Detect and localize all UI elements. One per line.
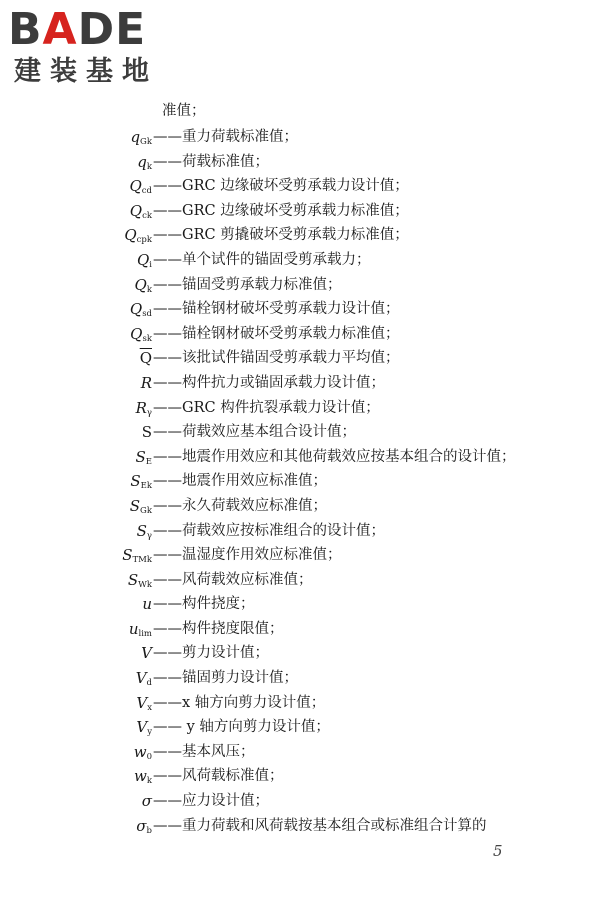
- symbol-description: ——锚固剪力设计值；: [153, 670, 298, 687]
- symbol-entry: [0, 323, 600, 348]
- symbol: [136, 815, 152, 842]
- symbol-entry: [0, 569, 600, 594]
- symbol-description: ——锚栓钢材破坏受剪承载力标准值；: [153, 325, 400, 342]
- symbol: [142, 790, 152, 812]
- symbol-entry: [0, 765, 600, 790]
- symbol: [129, 618, 152, 645]
- symbol-base: V: [135, 669, 147, 688]
- symbol: [142, 421, 152, 443]
- symbol-subscript: k: [146, 284, 152, 295]
- symbol-description: ——锚栓钢材破坏受剪承载力设计值；: [153, 301, 400, 318]
- symbol-base: Q: [129, 201, 143, 220]
- symbol: [130, 470, 152, 497]
- symbol-base: u: [142, 595, 152, 614]
- symbol-base: σ: [141, 792, 152, 811]
- symbol: [142, 593, 152, 615]
- symbol: [130, 200, 152, 227]
- symbol-description: ——荷载标准值；: [153, 153, 269, 170]
- symbol-description: ——GRC 边缘破坏受剪承载力标准值；: [153, 202, 409, 219]
- symbol-entry: [0, 618, 600, 643]
- symbol-entry: [0, 249, 600, 274]
- symbol-base: S: [136, 521, 147, 540]
- symbol-base: u: [128, 619, 139, 638]
- symbol: [137, 151, 152, 178]
- symbol-description: ——地震作用效应和其他荷载效应按基本组合的设计值；: [153, 448, 516, 465]
- symbol-description: ——重力荷载和风荷载按基本组合或标准组合计算的: [153, 817, 487, 834]
- symbol-base: V: [136, 718, 148, 737]
- symbol-subscript: i: [149, 259, 152, 270]
- symbol-base: S: [129, 496, 141, 515]
- symbol-description: ——应力设计值；: [153, 793, 269, 810]
- symbol-entry: [0, 692, 600, 717]
- symbol-entry: [0, 815, 600, 840]
- symbol-description: ——GRC 剪撬破坏受剪承载力标准值；: [153, 227, 409, 244]
- symbol-description: ——荷载效应基本组合设计值；: [153, 424, 356, 441]
- symbol-base: σ: [136, 816, 147, 835]
- logo-subtitle: 建装基地: [14, 56, 158, 87]
- symbol: [122, 544, 152, 571]
- symbol: [130, 495, 152, 522]
- symbol-subscript: γ: [146, 407, 152, 418]
- symbol-entry: [0, 175, 600, 200]
- symbol-description: ——该批试件锚固受剪承载力平均值；: [153, 350, 400, 367]
- symbol-entry: [0, 446, 600, 471]
- continued-text: 准值；: [162, 103, 206, 119]
- symbol: [136, 397, 152, 424]
- symbol: [134, 741, 152, 768]
- symbol: [137, 520, 152, 547]
- symbol: [134, 765, 152, 792]
- symbol-subscript: cd: [141, 186, 152, 197]
- symbol-list: [0, 126, 600, 839]
- symbol-entry: [0, 593, 600, 618]
- symbol: [141, 372, 152, 394]
- symbol-base: S: [130, 472, 141, 491]
- symbol-subscript: 0: [146, 751, 152, 762]
- symbol-entry: [0, 716, 600, 741]
- symbol-entry: [0, 667, 600, 692]
- symbol-subscript: k: [146, 161, 152, 172]
- symbol-base: S: [141, 423, 152, 442]
- symbol-subscript: y: [147, 727, 152, 738]
- symbol-base: S: [122, 546, 133, 565]
- symbol-subscript: γ: [146, 530, 152, 541]
- symbol-base: R: [135, 398, 147, 417]
- symbol-description: ——GRC 构件抗裂承载力设计值；: [153, 399, 380, 416]
- symbol-description: ——重力荷载标准值；: [153, 129, 298, 145]
- symbol-subscript: k: [146, 776, 152, 787]
- logo-wordmark: [8, 6, 158, 54]
- symbol-description: ——锚固受剪承载力标准值；: [153, 276, 342, 293]
- symbol: [136, 667, 152, 694]
- symbol-description: ——基本风压；: [153, 743, 255, 760]
- symbol-description: ——GRC 边缘破坏受剪承载力设计值；: [153, 178, 409, 195]
- symbol: [137, 249, 152, 276]
- symbol-subscript: x: [147, 702, 152, 713]
- symbol-description: ——构件挠度限值；: [153, 620, 284, 637]
- symbol-description: —— y 轴方向剪力设计值；: [153, 719, 330, 736]
- symbol-base: R: [140, 373, 152, 392]
- symbol-entry: [0, 544, 600, 569]
- symbol: [130, 298, 152, 325]
- symbol-subscript: TMk: [132, 555, 152, 566]
- symbol-subscript: Gk: [140, 505, 152, 516]
- symbol-entry: [0, 200, 600, 225]
- symbol-base: V: [136, 693, 148, 712]
- symbol-description: ——剪力设计值；: [153, 645, 269, 662]
- symbol-description: ——单个试件的锚固受剪承载力；: [153, 251, 371, 268]
- symbol-base: w: [133, 742, 147, 761]
- symbol: [130, 126, 152, 153]
- symbol: [128, 569, 152, 596]
- symbol: [141, 642, 152, 664]
- symbol-base: Q: [136, 250, 150, 269]
- symbol-base: Q: [130, 324, 143, 343]
- symbol-base: S: [127, 570, 139, 589]
- symbol-entry: [0, 520, 600, 545]
- symbol-base: $\overline{Q}$: [139, 349, 152, 368]
- logo-letters-1: B: [8, 4, 43, 55]
- symbol-entry: [0, 298, 600, 323]
- symbol-entry: [0, 151, 600, 176]
- symbol-base: V: [141, 644, 152, 663]
- symbol-entry: [0, 224, 600, 249]
- symbol-description: ——荷载效应按标准组合的设计值；: [153, 522, 385, 539]
- symbol-base: Q: [124, 226, 137, 245]
- symbol-entry: [0, 421, 600, 446]
- symbol-base: q: [137, 152, 147, 171]
- symbol-description: ——温湿度作用效应标准值；: [153, 547, 342, 564]
- symbol-subscript: sd: [142, 309, 152, 320]
- symbol-entry: [0, 790, 600, 815]
- symbol: [129, 175, 152, 202]
- symbol-description: ——x 轴方向剪力设计值；: [153, 694, 326, 711]
- symbol: [136, 692, 152, 719]
- symbol-base: w: [134, 767, 147, 786]
- symbol-entry: [0, 741, 600, 766]
- logo-letters-2: DE: [77, 4, 147, 55]
- symbol-entry: [0, 347, 600, 372]
- symbol-subscript: ck: [142, 210, 152, 221]
- symbol-entry: [0, 470, 600, 495]
- symbol: [136, 446, 153, 473]
- symbol-base: Q: [134, 275, 147, 294]
- symbol: [124, 224, 152, 251]
- symbol-base: S: [135, 447, 146, 466]
- symbol-base: Q: [129, 177, 142, 196]
- symbol-description: ——地震作用效应标准值；: [153, 473, 327, 490]
- logo: [8, 6, 158, 90]
- symbol-subscript: b: [146, 825, 152, 836]
- symbol-entry: [0, 495, 600, 520]
- symbol-subscript: Gk: [140, 137, 152, 147]
- symbol-subscript: d: [146, 678, 152, 689]
- symbol-subscript: Wk: [138, 579, 152, 590]
- symbol-base: q: [130, 128, 141, 146]
- symbol-entry: [0, 397, 600, 422]
- symbol-description: ——构件挠度；: [153, 596, 255, 613]
- symbol-entry: [0, 126, 600, 151]
- symbol: [136, 716, 152, 743]
- symbol-subscript: lim: [138, 628, 152, 639]
- symbol-description: ——风荷载标准值；: [153, 768, 284, 785]
- symbol: [140, 347, 152, 369]
- page-number: 5: [493, 842, 503, 860]
- symbol-description: ——风荷载效应标准值；: [153, 571, 313, 588]
- symbol-subscript: E: [145, 456, 152, 467]
- symbol-description: ——构件抗力或锚固承载力设计值；: [153, 374, 385, 391]
- symbol: [130, 323, 152, 350]
- symbol-entry: [0, 372, 600, 397]
- symbol-subscript: Ek: [140, 481, 152, 492]
- symbol-subscript: sk: [142, 333, 152, 344]
- symbol-entry: [0, 642, 600, 667]
- symbol-subscript: cpk: [136, 235, 152, 246]
- symbol-entry: [0, 274, 600, 299]
- symbol-base: Q: [129, 300, 143, 319]
- symbol-description: ——永久荷载效应标准值；: [153, 497, 327, 514]
- logo-letter-accent: A: [42, 4, 78, 55]
- symbol: [135, 274, 152, 301]
